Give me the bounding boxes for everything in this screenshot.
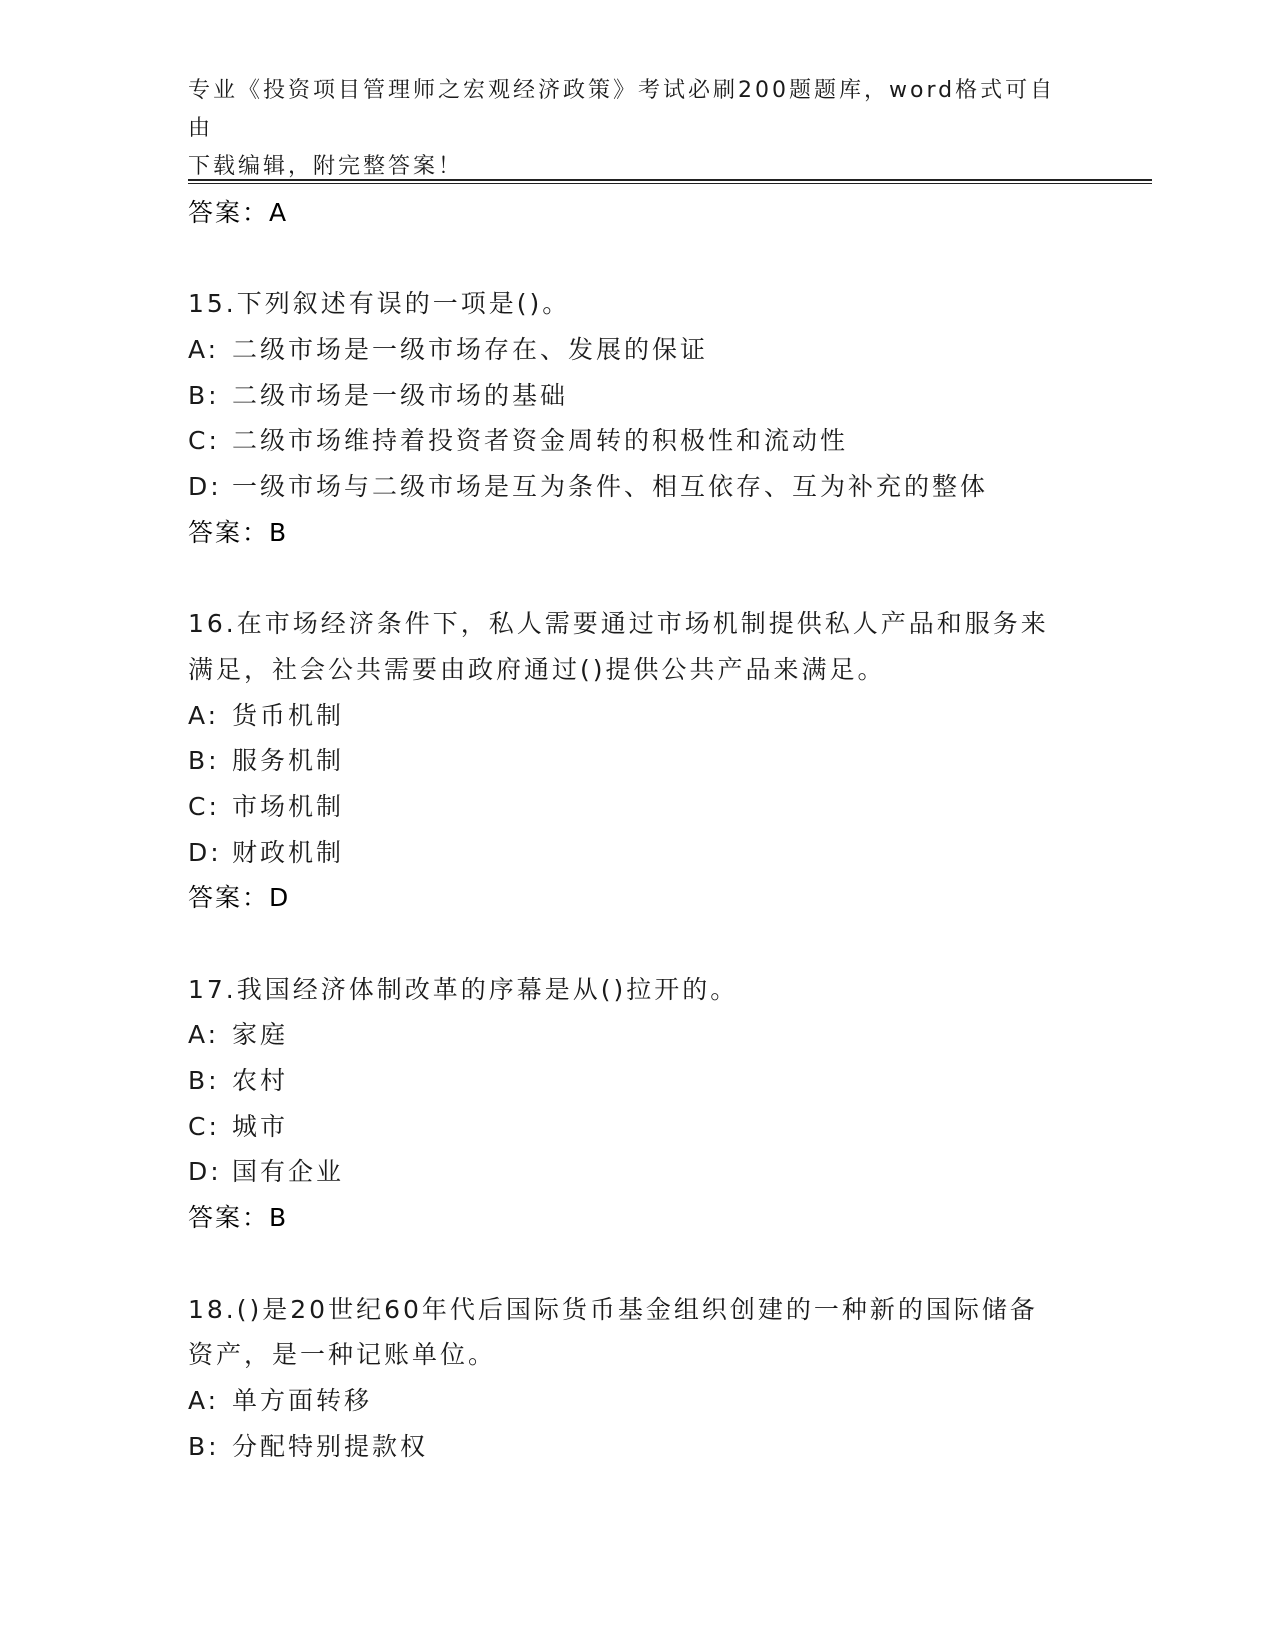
question-17 (188, 967, 1128, 1241)
answer-line: 答案：D (188, 883, 291, 913)
option-b (188, 1058, 1128, 1104)
option-c (188, 1104, 1128, 1150)
option-d (188, 1149, 1128, 1195)
option-key: B: (188, 380, 220, 410)
option-key: A: (188, 335, 220, 365)
option-key: C: (188, 1111, 220, 1141)
question-18 (188, 1287, 1128, 1470)
option-text: 财政机制 (232, 837, 345, 867)
question-list (188, 190, 1128, 1469)
option-text: 单方面转移 (232, 1385, 373, 1415)
option-key: D: (188, 837, 222, 867)
option-key: B: (188, 1431, 220, 1461)
spacer (188, 1241, 1128, 1287)
option-a (188, 327, 1128, 373)
option-b (188, 373, 1128, 419)
header-line-1: 专业《投资项目管理师之宏观经济政策》考试必刷200题题库，word格式可自由 (188, 78, 1056, 141)
answer-line: 答案：B (188, 1203, 289, 1233)
option-d (188, 830, 1128, 876)
option-key: B: (188, 1066, 220, 1096)
option-text: 城市 (232, 1111, 289, 1141)
option-text: 市场机制 (232, 791, 345, 821)
question-15 (188, 281, 1128, 555)
option-b (188, 1424, 1128, 1470)
option-key: D: (188, 472, 222, 502)
option-key: C: (188, 791, 220, 821)
question-stem: 资产，是一种记账单位。 (188, 1340, 497, 1370)
question-stem: 17.我国经济体制改革的序幕是从()拉开的。 (188, 974, 739, 1004)
option-d (188, 464, 1128, 510)
option-text: 国有企业 (232, 1157, 345, 1187)
spacer (188, 556, 1128, 602)
option-text: 农村 (232, 1066, 289, 1096)
option-key: B: (188, 746, 220, 776)
option-b (188, 738, 1128, 784)
option-key: A: (188, 1385, 220, 1415)
question-stem: 18.()是20世纪60年代后国际货币基金组织创建的一种新的国际储备 (188, 1294, 1038, 1324)
option-key: A: (188, 700, 220, 730)
option-text: 分配特别提款权 (232, 1431, 429, 1461)
option-a (188, 693, 1128, 739)
option-key: C: (188, 426, 220, 456)
option-key: A: (188, 1020, 220, 1050)
spacer (188, 921, 1128, 967)
option-text: 二级市场维持着投资者资金周转的积极性和流动性 (232, 426, 849, 456)
option-text: 二级市场是一级市场的基础 (232, 380, 569, 410)
option-text: 服务机制 (232, 746, 345, 776)
option-text: 一级市场与二级市场是互为条件、相互依存、互为补充的整体 (232, 472, 989, 502)
option-text: 家庭 (232, 1020, 289, 1050)
option-c (188, 418, 1128, 464)
previous-answer: 答案：A (188, 198, 289, 227)
question-stem: 15.下列叙述有误的一项是()。 (188, 289, 571, 319)
page-header (188, 72, 1078, 186)
question-stem: 16.在市场经济条件下，私人需要通过市场机制提供私人产品和服务来 (188, 609, 1049, 639)
option-text: 二级市场是一级市场存在、发展的保证 (232, 335, 709, 365)
option-a (188, 1378, 1128, 1424)
answer-line: 答案：B (188, 517, 289, 547)
question-16 (188, 601, 1128, 921)
option-text: 货币机制 (232, 700, 345, 730)
spacer (188, 236, 1128, 282)
option-a (188, 1012, 1128, 1058)
option-key: D: (188, 1157, 222, 1187)
option-c (188, 784, 1128, 830)
header-divider (188, 179, 1152, 184)
question-stem: 满足，社会公共需要由政府通过()提供公共产品来满足。 (188, 654, 886, 684)
header-line-2: 下载编辑，附完整答案！ (188, 154, 464, 179)
